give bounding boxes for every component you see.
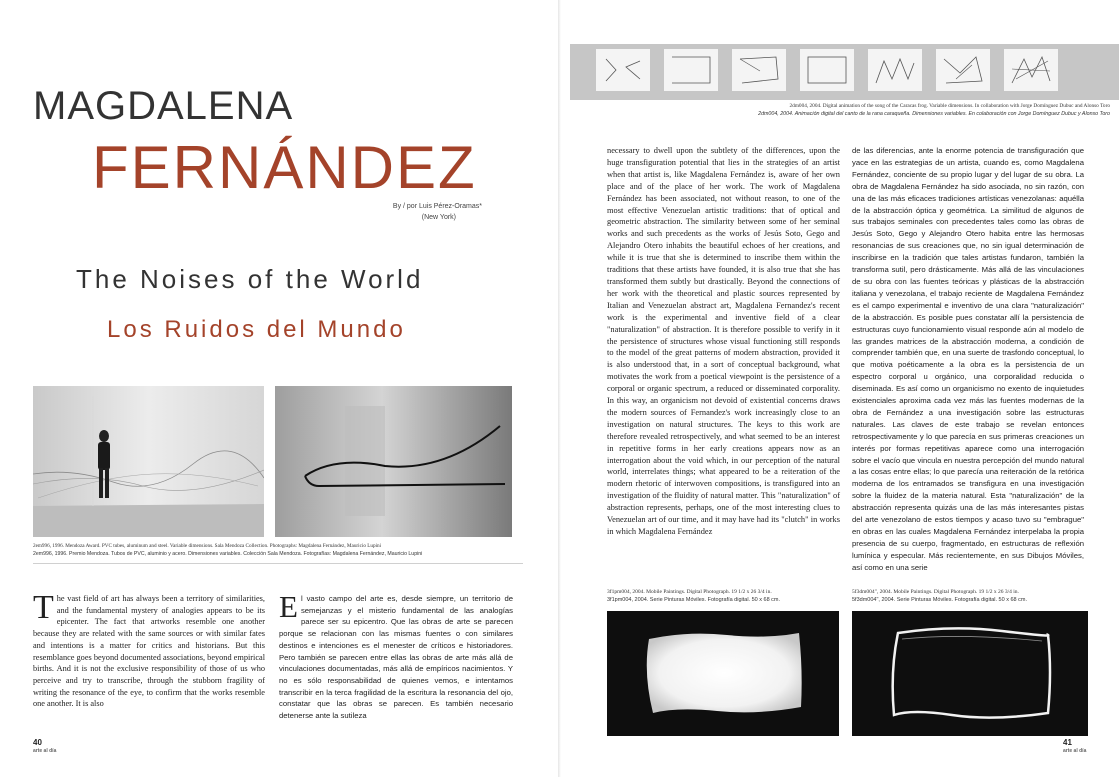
painting-caption-left-english: 3f1pm004, 2004. Mobile Paintings. Digital Photograph. 19 1/2 x 26 3/4 in. xyxy=(607,589,772,595)
page-number-left: 40 xyxy=(33,738,42,747)
strip-caption-spanish: 2dm004, 2004. Animación digital del canto de la rana caraqueña. Dimensiones variables. En colaboración con Jorge Domínguez Dubuc y Alonso Toro xyxy=(758,111,1110,117)
animation-frame xyxy=(1004,49,1058,91)
strip-caption-english: 2dm004, 2004. Digital animation of the song of the Caracas frog. Variable dimensions. In collaboration with Jorge Domínguez Dubuc and Alonso Toro xyxy=(789,103,1110,109)
painting-caption-right-spanish: 5f3dm004", 2004. Serie Pinturas Móviles. Fotografía digital. 50 x 68 cm. xyxy=(852,597,1027,603)
installation-photo-with-bent-tube xyxy=(275,386,512,537)
body-column-spanish xyxy=(279,589,513,722)
byline-author: By / por Luis Pérez-Oramas* xyxy=(392,203,482,210)
author-first-name: MAGDALENA xyxy=(33,84,294,128)
animation-frame xyxy=(800,49,854,91)
byline xyxy=(372,201,482,223)
article-title-english: The Noises of the World xyxy=(76,264,424,294)
mobile-painting-light-outline xyxy=(852,611,1088,736)
body-text-english: he vast field of art has always been a territory of similarities, and the fundamental mystery of analogies appears to be its epicenter. The fact that artworks resemble one another because they are related with the same sources or with similar fates and intentions is a matter for critics and historians. But this resemblance goes beyond documented associations, beyond empirical births. And it is not the exclusive responsibility of those of us who perceive and try to transcribe, through the stubborn fragility of writing the resonance of the eye, to confirm that the works resemble one another. It is also xyxy=(33,594,266,709)
painting-caption-right xyxy=(852,588,1027,604)
animation-strip-caption xyxy=(610,102,1110,118)
page-number-right: 41 xyxy=(1063,738,1072,747)
magazine-logo-left: arte al día xyxy=(33,748,57,754)
page-gutter xyxy=(558,0,561,777)
animation-frame xyxy=(664,49,718,91)
animation-frame xyxy=(868,49,922,91)
author-last-name: FERNÁNDEZ xyxy=(92,134,477,201)
body-column-spanish-continued: de las diferencias, ante la enorme potencia de transfiguración que yace en las estrategias de un artista, cuando es, como Magdalena Fernández, conciente de su propio lugar y del lugar de su obra. La obra de Magdalena Fernández ha sido asociada, no sin razón, con una de las más eficaces tradiciones artísticas venezolanas: aquélla de la abstracción óptica y geométrica. La similitud de algunos de sus trabajos seminales con precedentes tales como las obras de Jesús Soto, Gego y Alejandro Otero habita entre las hermosas resonancias de sus creaciones que, no sin igual determinación de inscribirse en la tradición que tales artistas fundaron, también la transforma sutil, pero drásticamente. Más allá de las vinculaciones de su obra con las fuentes teóricas y plásticas de la abstracción italiana y venezolana, el trabajo reciente de Magdalena Fernández es el campo experimental e inventivo de una clara "naturalización" de la abstracción. Es posible pues constatar allí la persistencia de estructuras cuyo funcionamiento visual responde aún al modelo de las grandes matrices de la abstracción moderna, a condición de comprender también que, en una suerte de trasfondo conceptual, lo que motiva poéticamente a la obra es la persistencia de un espectro corporal u orgánico, una corporalidad reducida o diseminada. Es así como un organicismo no exento de inquietudes existenciales aproxima cada vez más las fuentes modernas de la obra de Fernández a una investigación sobre las estructuras naturales. Las claves de este trabajo se revelan entonces retrospectivamente y lo que parecía en sus primeras creaciones un interés por formas repetitivas aparece como una interrogación sobre el vacío que vincula en nuestra percepción del mundo natural a las cosas entre ellas; lo que parecía una reiteración de la retórica moderna de los entramados se transfigura en una investigación sobre la fluidez de la materia natural. Esta "naturalización" de la abstracción representa quizás una de las más interesantes pistas del arte venezolano de estos tiempos y acaso tuvo su "embrague" en obras en las cuales Magdalena Fernández interpelaba la propia presencia de su cuerpo, fragmentado, en estructuras de reflexión lumínica y especular. Más recientemente, en sus Dibujos Móviles, así como en una serie xyxy=(852,146,1084,572)
body-column-english-continued: necessary to dwell upon the subtlety of the differences, upon the huge transfiguration potential that lies in the strategies of an artist when that artist is, like Magdalena Fernández is, aware of her own place and of the place of her work. The work of Magdalena Fernández has been associated, not without reason, to one of the most effective Venezuelan artistic traditions: that of optical and geometric abstraction. The similarity between some of her seminal works and such precedents as the works of Jesús Soto, Gego and Alejandro Otero inhabits the beautiful echoes of her creations, and while it is true that she is determined to inscribe them within the traditions that these artists have founded, it is also true that she has transformed them subtly but drastically. Beyond the connections of her work with the theoretical and plastic sources represented by Italian and Venezuelan abstract art, Magdalena Fernandez's recent work is the experimental and inventive field of a clear "naturalization" of abstraction. It is therefore possible to verify in it the persistence of structures whose visual functioning still responds to the model of the great patterns of modern abstraction, provided it is also understood that, in a sort of conceptual background, what motivates the work from a poetical viewpoint is the persistence of a corporal or organic spectrum, a reduced or disseminated corporality. In this way, an organicism not devoid of existential concerns draws the modern sources of Fernandez's work increasingly close to an investigation on natural structures. The keys to this work are therefore revealed retrospectively, and what seemed to be an interest in repetitive forms in her early creations appears now as an interrogation about the void which, in our perception of the natural world, interrelates things; what appeared to be a reiteration of the modern rhetoric of interwoven compositions, is transfigured into an investigation of the fluidity of natural matter. This "naturalization" of abstraction represents, perhaps, one of the most interesting clues to Venezuelan art of our time, and it may have had its "clutch" in works in which Magdalena Fernández xyxy=(607,146,840,536)
magazine-logo-right: arte al día xyxy=(1063,748,1087,754)
byline-city: (New York) xyxy=(421,214,456,221)
body-text-spanish: l vasto campo del arte es, desde siempre, un territorio de semejanzas y el misterio fundamental de las analogías parece ser su epicentro. Que las obras de arte se parecen porque se relacionan con las mismas fuentes o con similares destinos e intenciones es el menester de críticos e historiadores. Pero también se parecen entre ellas las obras de arte más allá de vinculaciones documentadas, más allá de empíricos nacimientos. Y no es sólo responsabilidad de quienes vemos, e intentamos transcribir en la terca fragilidad de la escritura la resonancia del ojo, constatar que las obras se parecen. Es también necesario detenerse ante la sutileza xyxy=(279,594,513,721)
photo-caption-spanish: 2em996, 1996. Premio Mendoza. Tubos de PVC, aluminio y acero. Dimensiones variables. Colección Sala Mendoza. Fotografías: Magdalena Fernández, Mauricio Lupini xyxy=(33,551,423,557)
article-title-spanish: Los Ruidos del Mundo xyxy=(107,316,406,343)
drop-cap-spanish: E xyxy=(279,589,298,624)
caption-divider xyxy=(33,563,523,564)
animation-frame xyxy=(936,49,990,91)
painting-caption-left-spanish: 3f1pm004, 2004. Serie Pinturas Móviles. Fotografía digital. 50 x 68 cm. xyxy=(607,597,781,603)
animation-frame xyxy=(596,49,650,91)
painting-caption-left xyxy=(607,588,780,604)
mobile-painting-white-form xyxy=(607,611,839,736)
animation-frame xyxy=(732,49,786,91)
painting-caption-right-english: 5f3dm004", 2004. Mobile Paintings. Digital Photograph. 19 1/2 x 26 3/4 in. xyxy=(852,589,1019,595)
installation-photo-with-figure xyxy=(33,386,264,537)
installation-photo-caption xyxy=(33,542,523,558)
drop-cap-english: T xyxy=(33,589,54,626)
body-column-english xyxy=(33,589,266,710)
animation-frames-strip xyxy=(570,44,1119,100)
photo-caption-english: 2em996, 1996. Mendoza Award. PVC tubes, aluminum and steel. Variable dimensions. Sala Mendoza Collection. Photographs: Magdalena Fernández, Mauricio Lupini xyxy=(33,543,382,549)
